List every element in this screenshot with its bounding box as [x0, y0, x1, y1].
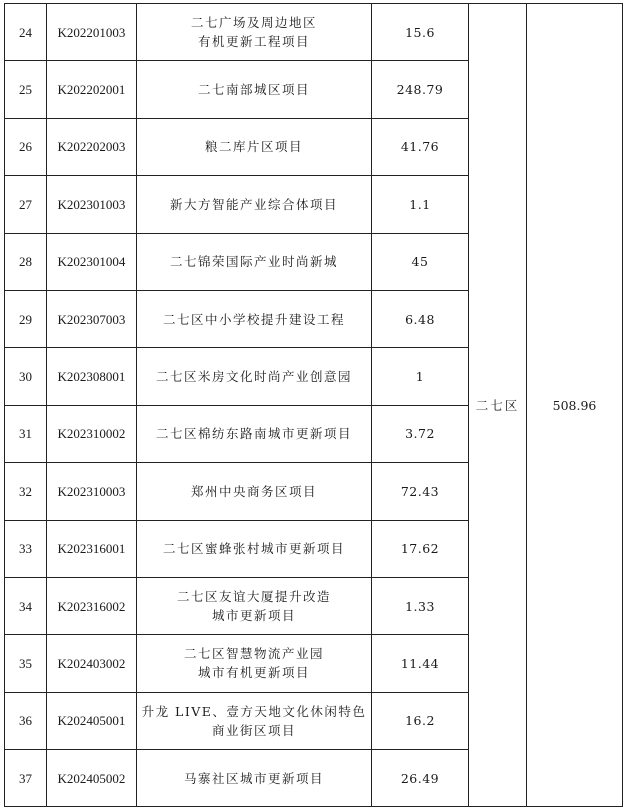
row-number: 31 — [5, 405, 47, 462]
table-body — [5, 4, 623, 807]
project-area: 1 — [372, 348, 469, 405]
project-area: 6.48 — [372, 290, 469, 347]
row-number: 32 — [5, 463, 47, 520]
project-code: K202310003 — [47, 463, 137, 520]
district-total: 508.96 — [527, 4, 623, 807]
project-code: K202202001 — [47, 61, 137, 118]
project-code: K202310002 — [47, 405, 137, 462]
project-area: 248.79 — [372, 61, 469, 118]
district-name: 二七区 — [469, 4, 527, 807]
project-code: K202301003 — [47, 176, 137, 233]
row-number: 34 — [5, 577, 47, 634]
project-name: 郑州中央商务区项目 — [137, 463, 372, 520]
project-code: K202201003 — [47, 4, 137, 61]
row-number: 27 — [5, 176, 47, 233]
project-area: 3.72 — [372, 405, 469, 462]
row-number: 36 — [5, 692, 47, 749]
project-table — [4, 3, 623, 807]
project-area: 16.2 — [372, 692, 469, 749]
project-area: 1.1 — [372, 176, 469, 233]
project-name: 升龙 LIVE、壹方天地文化休闲特色 商业街区项目 — [137, 692, 372, 749]
project-code: K202316001 — [47, 520, 137, 577]
project-area: 41.76 — [372, 118, 469, 175]
project-name: 新大方智能产业综合体项目 — [137, 176, 372, 233]
row-number: 24 — [5, 4, 47, 61]
project-name: 二七区棉纺东路南城市更新项目 — [137, 405, 372, 462]
row-number: 37 — [5, 750, 47, 807]
project-name: 二七区友谊大厦提升改造 城市更新项目 — [137, 577, 372, 634]
project-area: 11.44 — [372, 635, 469, 692]
project-area: 15.6 — [372, 4, 469, 61]
row-number: 33 — [5, 520, 47, 577]
project-code: K202202003 — [47, 118, 137, 175]
project-code: K202301004 — [47, 233, 137, 290]
project-name: 粮二库片区项目 — [137, 118, 372, 175]
project-area: 17.62 — [372, 520, 469, 577]
project-area: 26.49 — [372, 750, 469, 807]
project-name: 二七区中小学校提升建设工程 — [137, 290, 372, 347]
project-code: K202405002 — [47, 750, 137, 807]
project-code: K202405001 — [47, 692, 137, 749]
project-name: 二七区蜜蜂张村城市更新项目 — [137, 520, 372, 577]
project-code: K202307003 — [47, 290, 137, 347]
project-area: 1.33 — [372, 577, 469, 634]
project-code: K202316002 — [47, 577, 137, 634]
table-row — [5, 4, 623, 61]
project-name: 马寨社区城市更新项目 — [137, 750, 372, 807]
project-area: 72.43 — [372, 463, 469, 520]
project-area: 45 — [372, 233, 469, 290]
project-code: K202308001 — [47, 348, 137, 405]
project-name: 二七南部城区项目 — [137, 61, 372, 118]
row-number: 25 — [5, 61, 47, 118]
project-name: 二七广场及周边地区 有机更新工程项目 — [137, 4, 372, 61]
row-number: 35 — [5, 635, 47, 692]
project-name: 二七锦荣国际产业时尚新城 — [137, 233, 372, 290]
row-number: 29 — [5, 290, 47, 347]
project-code: K202403002 — [47, 635, 137, 692]
project-name: 二七区米房文化时尚产业创意园 — [137, 348, 372, 405]
row-number: 28 — [5, 233, 47, 290]
row-number: 30 — [5, 348, 47, 405]
project-name: 二七区智慧物流产业园 城市有机更新项目 — [137, 635, 372, 692]
row-number: 26 — [5, 118, 47, 175]
